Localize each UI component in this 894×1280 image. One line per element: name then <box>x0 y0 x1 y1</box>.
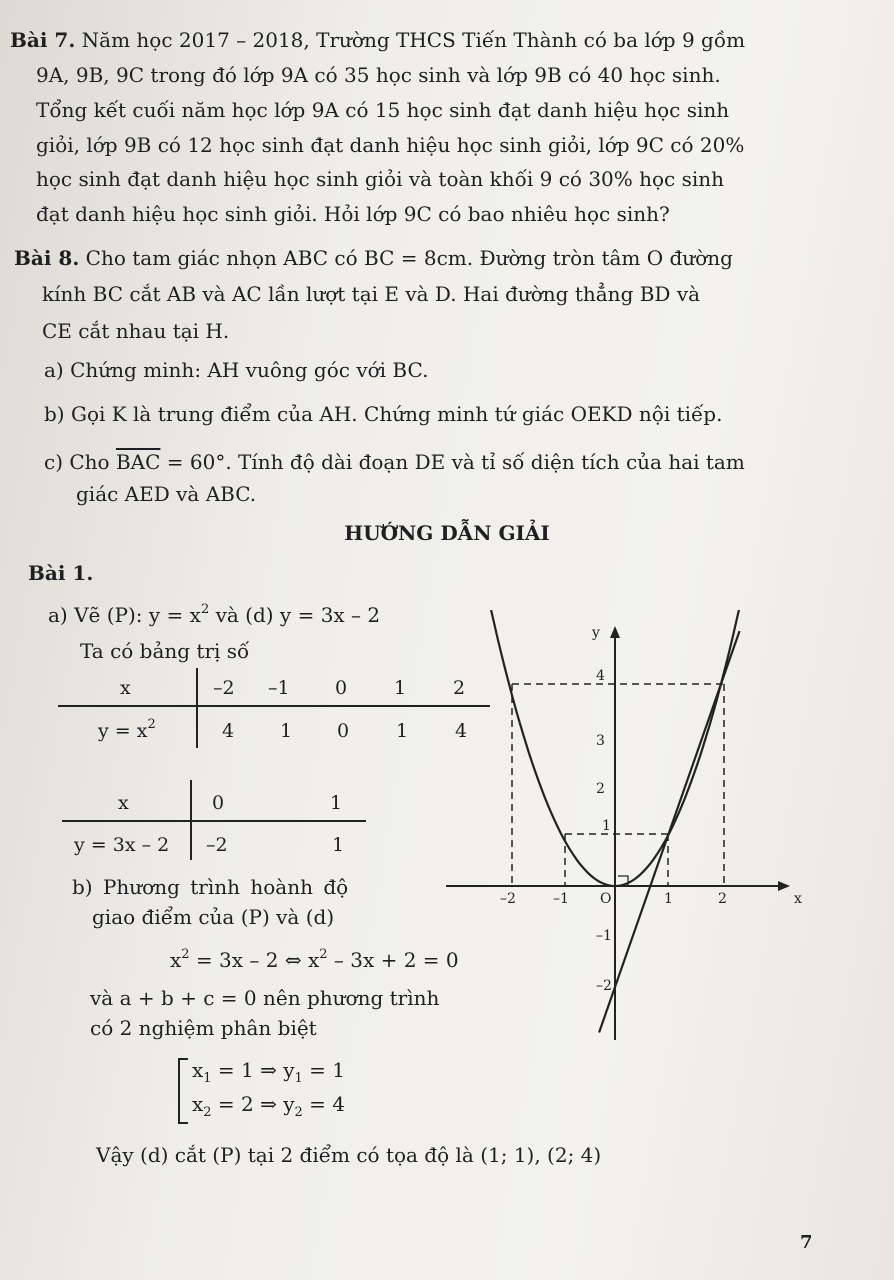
bai7-line-6: đạt danh hiệu học sinh giỏi. Hỏi lớp 9C có bao nhiêu học sinh? <box>36 202 670 226</box>
table2-y: –2 <box>206 834 228 856</box>
bai8-text: Cho tam giác nhọn ABC có BC = 8cm. Đường tròn tâm O đường <box>79 246 733 270</box>
eq-part: – 3x + 2 = 0 <box>327 948 459 972</box>
bai1-part-b-line-1: b) Phương trình hoành độ <box>72 875 349 899</box>
x-axis-label: x <box>794 891 802 907</box>
eq-part: = 3x – 2 ⇔ x <box>189 948 320 972</box>
bai7-title: Bài 7. <box>10 28 76 52</box>
table2-y: 1 <box>332 834 345 856</box>
bai8-title: Bài 8. <box>14 246 80 270</box>
table2-header-x: x <box>118 792 129 814</box>
page-number: 7 <box>800 1232 813 1253</box>
table2-hline <box>62 820 366 822</box>
table1-y: 4 <box>455 720 468 742</box>
table1-x: –2 <box>213 677 235 699</box>
x-axis-arrow-icon <box>778 881 790 891</box>
table1-x: –1 <box>268 677 290 699</box>
bai7-line-5: học sinh đạt danh hiệu học sinh giỏi và toàn khối 9 có 30% học sinh <box>36 167 725 191</box>
table1-hy-sup: 2 <box>147 717 156 732</box>
x-tick: 1 <box>664 891 673 907</box>
y-tick: 2 <box>596 781 605 797</box>
bai8-part-b: b) Gọi K là trung điểm của AH. Chứng minh tứ giác OEKD nội tiếp. <box>44 402 723 426</box>
bai1-title: Bài 1. <box>28 561 94 585</box>
sol-part: = 1 <box>302 1058 346 1082</box>
table1-y: 4 <box>222 720 235 742</box>
graph-parabola-line <box>440 610 840 1050</box>
table1-header-x: x <box>120 677 131 699</box>
bai1-part-b-line-2: giao điểm của (P) và (d) <box>92 905 335 929</box>
table1-x: 1 <box>394 677 407 699</box>
line-d <box>599 631 739 1032</box>
bai7-line-2: 9A, 9B, 9C trong đó lớp 9A có 35 học sinh và lớp 9B có 40 học sinh. <box>36 63 721 87</box>
table1-vline <box>196 668 198 748</box>
bai8-part-c <box>44 449 745 475</box>
sol-part: x <box>192 1092 204 1116</box>
table1-header-y <box>98 717 156 742</box>
bai8-line-1 <box>14 245 733 271</box>
bai1-a-post: và (d) y = 3x – 2 <box>209 603 381 627</box>
table1-hy-text: y = x <box>98 720 148 742</box>
eq-sup: 2 <box>181 947 190 962</box>
table2-header-y: y = 3x – 2 <box>74 834 170 856</box>
sol-part: = 4 <box>302 1092 346 1116</box>
table1-y: 0 <box>337 720 350 742</box>
y-tick: 4 <box>596 668 605 684</box>
solution-1 <box>192 1057 345 1092</box>
sol-part: = 1 ⇒ y <box>211 1058 295 1082</box>
bai1-part-b-line-4: có 2 nghiệm phân biệt <box>90 1016 317 1040</box>
table2-x: 0 <box>212 792 225 814</box>
table2-vline <box>190 780 192 860</box>
bai8-c-pre: c) Cho <box>44 450 116 474</box>
eq-sup: 2 <box>319 947 328 962</box>
table-intro: Ta có bảng trị số <box>80 639 250 663</box>
bai1-part-a <box>48 597 380 628</box>
bai8-part-c-line-2: giác AED và ABC. <box>76 482 257 506</box>
eq-part: x <box>170 948 182 972</box>
solution-2 <box>192 1091 345 1126</box>
sol-part: = 2 ⇒ y <box>211 1092 295 1116</box>
section-heading: HƯỚNG DẪN GIẢI <box>344 521 550 545</box>
y-tick: –1 <box>596 928 612 944</box>
bai8-line-3: CE cắt nhau tại H. <box>42 319 230 343</box>
table1-hline <box>58 705 490 707</box>
table2-x: 1 <box>330 792 343 814</box>
bai7-line-4: giỏi, lớp 9B có 12 học sinh đạt danh hiệu học sinh giỏi, lớp 9C có 20% <box>36 133 745 157</box>
sol-sub: 2 <box>203 1105 212 1120</box>
table1-x: 2 <box>453 677 466 699</box>
y-axis-label: y <box>592 625 600 641</box>
origin-label: O <box>600 891 612 907</box>
bai7-text: Năm học 2017 – 2018, Trường THCS Tiến Thành có ba lớp 9 gồm <box>75 28 746 52</box>
equation <box>170 942 459 973</box>
y-axis-arrow-icon <box>610 626 620 638</box>
x-tick: –2 <box>500 891 516 907</box>
x-tick: –1 <box>553 891 569 907</box>
bai8-part-a: a) Chứng minh: AH vuông góc với BC. <box>44 358 429 382</box>
bai1-part-b-line-3: và a + b + c = 0 nên phương trình <box>90 986 440 1010</box>
bai8-line-2: kính BC cắt AB và AC lần lượt tại E và D. Hai đường thẳng BD và <box>42 282 701 306</box>
bai7-line-1 <box>10 27 745 53</box>
sol-part: x <box>192 1058 204 1082</box>
guide-lines <box>512 684 724 886</box>
table1-x: 0 <box>335 677 348 699</box>
bai7-line-3: Tổng kết cuối năm học lớp 9A có 15 học sinh đạt danh hiệu học sinh <box>36 98 730 122</box>
solution-bracket <box>178 1058 188 1124</box>
bai8-c-post: = 60°. Tính độ dài đoạn DE và tỉ số diện tích của hai tam <box>160 450 745 474</box>
y-tick: –2 <box>596 978 612 994</box>
bai1-a-pre: a) Vẽ (P): y = x <box>48 603 201 627</box>
x-tick: 2 <box>718 891 727 907</box>
table1-y: 1 <box>280 720 293 742</box>
angle-bac: $\overline{BAC}$ <box>115 450 161 474</box>
y-tick: 1 <box>602 818 611 834</box>
sol-sub: 1 <box>203 1071 212 1086</box>
y-tick: 3 <box>596 733 605 749</box>
bai1-a-sup: 2 <box>200 602 210 617</box>
sol-sub: 2 <box>294 1105 303 1120</box>
table1-y: 1 <box>396 720 409 742</box>
sol-sub: 1 <box>294 1071 303 1086</box>
conclusion: Vậy (d) cắt (P) tại 2 điểm có tọa độ là (1; 1), (2; 4) <box>96 1143 602 1167</box>
